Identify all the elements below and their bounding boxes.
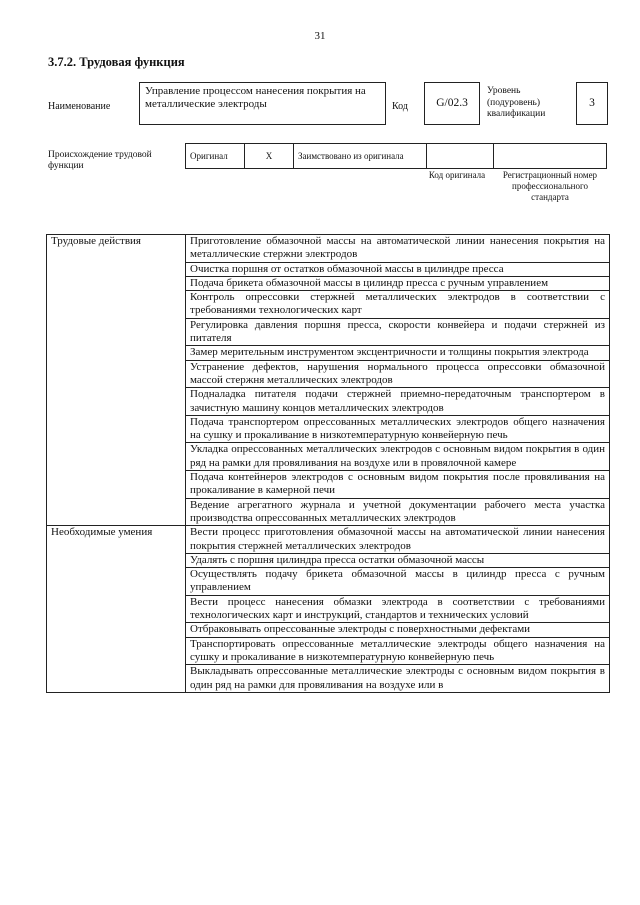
original-mark: X [245, 144, 294, 169]
reg-number-label: Регистрационный номер профессионального стандарта [502, 170, 598, 202]
table-row: Замер мерительным инструментом эксцентричности и толщины покрытия электрода [186, 346, 610, 360]
reg-number-cell [494, 144, 607, 169]
function-name-box: Управление процессом нанесения покрытия на металлические электроды [139, 82, 386, 125]
table-row: Подача брикета обмазочной массы в цилиндр пресса с ручным управлением [186, 276, 610, 290]
table-row: Вести процесс нанесения обмазки электрода в соответствии с требованиями технологических карт и инструкций, стандартов и технических условий [186, 595, 610, 623]
table-row: Очистка поршня от остатков обмазочной массы в цилиндре пресса [186, 262, 610, 276]
borrowed-label: Заимствовано из оригинала [294, 144, 427, 169]
section-title-required-skills: Необходимые умения [47, 526, 186, 693]
table-row: Укладка опрессованных металлических электродов с основным видом покрытия в один ряд на рамки для провяливания на воздухе или в провялочной камере [186, 443, 610, 471]
code-label: Код [392, 101, 408, 112]
origin-table [185, 143, 607, 169]
function-code-box: G/02.3 [424, 82, 480, 125]
table-row: Подналадка питателя подачи стержней приемно-передаточным транспортером в зачистную машину концов металлических электродов [186, 388, 610, 416]
section-title-labor-actions: Трудовые действия [47, 235, 186, 526]
table-row: Удалять с поршня цилиндра пресса остатки обмазочной массы [186, 553, 610, 567]
table-row: Транспортировать опрессованные металлические электроды общего назначения на сушку и прокаливание в низкотемпературную конвейерную печь [186, 637, 610, 665]
function-details-table [46, 234, 610, 693]
table-row: Регулировка давления поршня пресса, скорости конвейера и подачи стержней из питателя [186, 318, 610, 346]
qualification-level-box: 3 [576, 82, 608, 125]
qualification-level-label-text: Уровень (подуровень) квалификации [487, 86, 546, 119]
table-row: Подача транспортером опрессованных металлических электродов общего назначения на сушку и прокаливание в низкотемпературную конвейерную печь [186, 415, 610, 443]
table-row: Выкладывать опрессованные металлические электроды с основным видом покрытия в один ряд на рамки для провяливания на воздухе или в [186, 665, 610, 693]
code-original-label: Код оригинала [428, 170, 486, 180]
name-label: Наименование [48, 101, 111, 112]
table-row: Осуществлять подачу брикета обмазочной массы в цилиндр пресса с ручным управлением [186, 568, 610, 596]
code-original-cell [427, 144, 494, 169]
table-row: Подача контейнеров электродов с основным видом покрытия после провяливания на прокаливание в камерной печи [186, 471, 610, 499]
table-row: Контроль опрессовки стержней металлических электродов в соответствии с требованиями технологических карт [186, 291, 610, 319]
section-heading: 3.7.2. Трудовая функция [48, 55, 185, 69]
table-row: Вести процесс приготовления обмазочной массы на автоматической линии нанесения покрытия стержней металлических электродов [186, 526, 610, 554]
origin-label: Происхождение трудовой функции [48, 150, 152, 171]
original-label: Оригинал [186, 144, 245, 169]
qualification-level-label [487, 86, 567, 121]
page-number: 31 [314, 30, 326, 42]
table-row: Отбраковывать опрессованные электроды с поверхностными дефектами [186, 623, 610, 637]
table-row: Приготовление обмазочной массы на автоматической линии нанесения покрытия на металлические стержни электродов [186, 235, 610, 263]
table-row: Ведение агрегатного журнала и учетной документации рабочего места участка производства опрессованных металлических электродов [186, 498, 610, 526]
table-row: Устранение дефектов, нарушения нормального процесса опрессовки обмазочной массой стержня металлических электродов [186, 360, 610, 388]
